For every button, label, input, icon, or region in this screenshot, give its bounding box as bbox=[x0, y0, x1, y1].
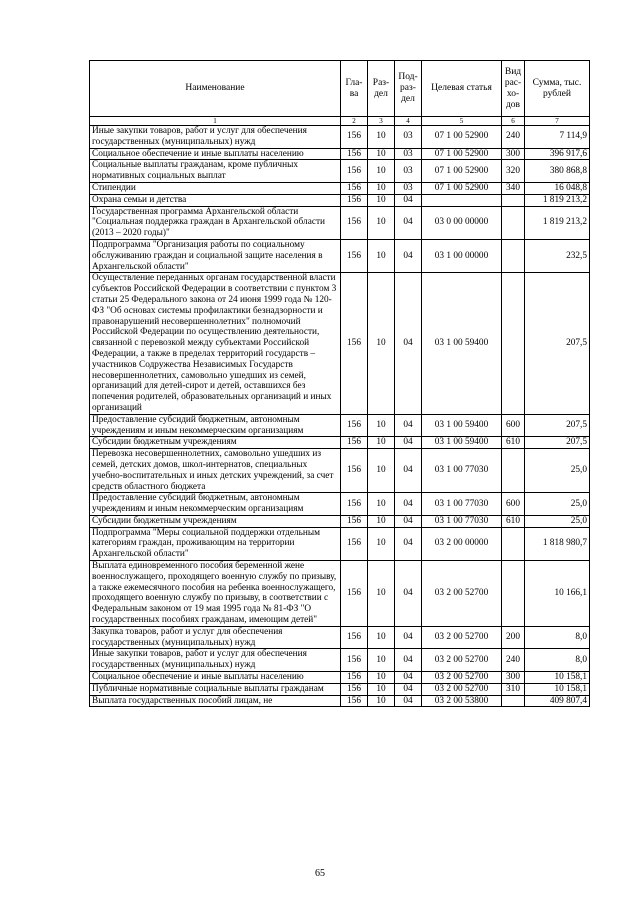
cell-vid bbox=[502, 695, 525, 707]
cell-name: Иные закупки товаров, работ и услуг для обеспечения государственных (муниципальных) нужд bbox=[90, 649, 341, 672]
cell-vid bbox=[502, 449, 525, 493]
cell-glava: 156 bbox=[341, 527, 368, 560]
cell-target: 07 1 00 52900 bbox=[422, 126, 502, 149]
cell-sum: 25,0 bbox=[525, 449, 590, 493]
cell-vid bbox=[502, 194, 525, 206]
cell-vid bbox=[502, 206, 525, 239]
cell-name: Подпрограмма "Меры социальной поддержки отдельным категориям граждан, проживающим на территории Архангельской области" bbox=[90, 527, 341, 560]
cell-glava: 156 bbox=[341, 148, 368, 160]
table-row bbox=[90, 449, 590, 493]
cell-podrazdel: 03 bbox=[395, 148, 422, 160]
col-number: 3 bbox=[368, 117, 395, 126]
cell-razdel: 10 bbox=[368, 437, 395, 449]
cell-podrazdel: 04 bbox=[395, 561, 422, 627]
cell-vid: 600 bbox=[502, 414, 525, 437]
table-row bbox=[90, 626, 590, 649]
cell-sum: 232,5 bbox=[525, 239, 590, 272]
table-row bbox=[90, 649, 590, 672]
cell-target: 03 2 00 52700 bbox=[422, 683, 502, 695]
cell-vid bbox=[502, 561, 525, 627]
cell-sum: 10 166,1 bbox=[525, 561, 590, 627]
cell-podrazdel: 04 bbox=[395, 194, 422, 206]
cell-razdel: 10 bbox=[368, 515, 395, 527]
cell-name: Субсидии бюджетным учреждениям bbox=[90, 437, 341, 449]
cell-name: Выплата государственных пособий лицам, не bbox=[90, 695, 341, 707]
cell-target: 03 2 00 52700 bbox=[422, 626, 502, 649]
cell-target: 03 1 00 00000 bbox=[422, 239, 502, 272]
cell-target: 03 1 00 59400 bbox=[422, 414, 502, 437]
cell-name: Иные закупки товаров, работ и услуг для обеспечения государственных (муниципальных) нужд bbox=[90, 126, 341, 149]
cell-sum: 1 818 980,7 bbox=[525, 527, 590, 560]
cell-target: 03 1 00 77030 bbox=[422, 493, 502, 516]
col-number: 5 bbox=[422, 117, 502, 126]
header-vid: Вид рас-хо-дов bbox=[502, 61, 525, 117]
cell-sum: 207,5 bbox=[525, 273, 590, 414]
cell-name: Предоставление субсидий бюджетным, автономным учреждениям и иным некоммерческим организациям bbox=[90, 414, 341, 437]
cell-target: 03 1 00 77030 bbox=[422, 515, 502, 527]
cell-glava: 156 bbox=[341, 239, 368, 272]
cell-razdel: 10 bbox=[368, 273, 395, 414]
header-razdel: Раз-дел bbox=[368, 61, 395, 117]
cell-glava: 156 bbox=[341, 695, 368, 707]
cell-name: Стипендии bbox=[90, 182, 341, 194]
table-row bbox=[90, 683, 590, 695]
cell-name: Социальное обеспечение и иные выплаты населению bbox=[90, 672, 341, 684]
cell-name: Выплата единовременного пособия беременной жене военнослужащего, проходящего военную службу по призыву, а также ежемесячного пособия на ребенка военнослужащего, проходящего военную службу по призыву, в соответствии с Федеральным законом от 19 мая 1995 года № 81-ФЗ "О государственных пособиях гражданам, имеющим детей" bbox=[90, 561, 341, 627]
cell-target: 03 0 00 00000 bbox=[422, 206, 502, 239]
cell-target: 07 1 00 52900 bbox=[422, 160, 502, 183]
cell-razdel: 10 bbox=[368, 561, 395, 627]
cell-target: 03 2 00 00000 bbox=[422, 527, 502, 560]
table-row bbox=[90, 672, 590, 684]
page-number: 65 bbox=[315, 868, 325, 879]
table-row bbox=[90, 414, 590, 437]
header-target: Целевая статья bbox=[422, 61, 502, 117]
cell-target: 03 1 00 59400 bbox=[422, 437, 502, 449]
cell-razdel: 10 bbox=[368, 414, 395, 437]
cell-glava: 156 bbox=[341, 206, 368, 239]
cell-sum: 409 807,4 bbox=[525, 695, 590, 707]
cell-razdel: 10 bbox=[368, 493, 395, 516]
cell-target bbox=[422, 194, 502, 206]
cell-podrazdel: 03 bbox=[395, 126, 422, 149]
cell-vid: 340 bbox=[502, 182, 525, 194]
table-row bbox=[90, 515, 590, 527]
col-number: 2 bbox=[341, 117, 368, 126]
cell-podrazdel: 04 bbox=[395, 626, 422, 649]
cell-vid: 240 bbox=[502, 649, 525, 672]
table-row bbox=[90, 273, 590, 414]
cell-target: 03 2 00 52700 bbox=[422, 649, 502, 672]
cell-glava: 156 bbox=[341, 626, 368, 649]
cell-glava: 156 bbox=[341, 561, 368, 627]
cell-podrazdel: 04 bbox=[395, 515, 422, 527]
cell-glava: 156 bbox=[341, 414, 368, 437]
cell-razdel: 10 bbox=[368, 194, 395, 206]
header-sum: Сумма, тыс. рублей bbox=[525, 61, 590, 117]
cell-name: Социальное обеспечение и иные выплаты населению bbox=[90, 148, 341, 160]
cell-glava: 156 bbox=[341, 126, 368, 149]
cell-glava: 156 bbox=[341, 449, 368, 493]
cell-name: Субсидии бюджетным учреждениям bbox=[90, 515, 341, 527]
cell-target: 03 1 00 77030 bbox=[422, 449, 502, 493]
cell-razdel: 10 bbox=[368, 626, 395, 649]
cell-vid: 300 bbox=[502, 148, 525, 160]
cell-vid: 240 bbox=[502, 126, 525, 149]
cell-podrazdel: 04 bbox=[395, 672, 422, 684]
table-row bbox=[90, 527, 590, 560]
cell-razdel: 10 bbox=[368, 160, 395, 183]
cell-glava: 156 bbox=[341, 515, 368, 527]
cell-name: Государственная программа Архангельской области "Социальная поддержка граждан в Архангельской области (2013 – 2020 годы)" bbox=[90, 206, 341, 239]
cell-glava: 156 bbox=[341, 160, 368, 183]
table-row bbox=[90, 194, 590, 206]
cell-sum: 16 048,8 bbox=[525, 182, 590, 194]
cell-sum: 207,5 bbox=[525, 414, 590, 437]
cell-vid bbox=[502, 239, 525, 272]
cell-podrazdel: 04 bbox=[395, 649, 422, 672]
col-number: 7 bbox=[525, 117, 590, 126]
cell-vid: 200 bbox=[502, 626, 525, 649]
table-row bbox=[90, 695, 590, 707]
cell-razdel: 10 bbox=[368, 527, 395, 560]
header-glava: Гла-ва bbox=[341, 61, 368, 117]
cell-sum: 380 868,8 bbox=[525, 160, 590, 183]
cell-name: Социальные выплаты гражданам, кроме публичных нормативных социальных выплат bbox=[90, 160, 341, 183]
cell-glava: 156 bbox=[341, 683, 368, 695]
cell-podrazdel: 04 bbox=[395, 683, 422, 695]
cell-sum: 10 158,1 bbox=[525, 672, 590, 684]
table-row bbox=[90, 561, 590, 627]
cell-glava: 156 bbox=[341, 493, 368, 516]
cell-glava: 156 bbox=[341, 182, 368, 194]
cell-name: Перевозка несовершеннолетних, самовольно ушедших из семей, детских домов, школ-интернатов, специальных учебно-воспитательных и иных детских учреждений, за счет средств областного бюджета bbox=[90, 449, 341, 493]
cell-name: Предоставление субсидий бюджетным, автономным учреждениям и иным некоммерческим организациям bbox=[90, 493, 341, 516]
cell-glava: 156 bbox=[341, 649, 368, 672]
cell-razdel: 10 bbox=[368, 126, 395, 149]
cell-podrazdel: 03 bbox=[395, 160, 422, 183]
header-name: Наименование bbox=[90, 61, 341, 117]
cell-vid: 320 bbox=[502, 160, 525, 183]
cell-sum: 1 819 213,2 bbox=[525, 194, 590, 206]
cell-razdel: 10 bbox=[368, 239, 395, 272]
cell-target: 07 1 00 52900 bbox=[422, 182, 502, 194]
col-number: 6 bbox=[502, 117, 525, 126]
cell-sum: 10 158,1 bbox=[525, 683, 590, 695]
cell-glava: 156 bbox=[341, 194, 368, 206]
table-row bbox=[90, 182, 590, 194]
cell-vid: 610 bbox=[502, 437, 525, 449]
cell-podrazdel: 04 bbox=[395, 414, 422, 437]
cell-razdel: 10 bbox=[368, 148, 395, 160]
header-podrazdel: Под-раз-дел bbox=[395, 61, 422, 117]
cell-target: 07 1 00 52900 bbox=[422, 148, 502, 160]
cell-vid: 300 bbox=[502, 672, 525, 684]
cell-razdel: 10 bbox=[368, 672, 395, 684]
column-number-row bbox=[90, 117, 590, 126]
cell-glava: 156 bbox=[341, 273, 368, 414]
cell-sum: 25,0 bbox=[525, 515, 590, 527]
cell-sum: 8,0 bbox=[525, 649, 590, 672]
cell-podrazdel: 04 bbox=[395, 239, 422, 272]
cell-sum: 7 114,9 bbox=[525, 126, 590, 149]
cell-name: Публичные нормативные социальные выплаты гражданам bbox=[90, 683, 341, 695]
cell-razdel: 10 bbox=[368, 695, 395, 707]
cell-glava: 156 bbox=[341, 672, 368, 684]
cell-podrazdel: 04 bbox=[395, 273, 422, 414]
cell-podrazdel: 04 bbox=[395, 437, 422, 449]
cell-target: 03 2 00 52700 bbox=[422, 672, 502, 684]
col-number: 4 bbox=[395, 117, 422, 126]
col-number: 1 bbox=[90, 117, 341, 126]
cell-target: 03 1 00 59400 bbox=[422, 273, 502, 414]
table-body bbox=[90, 126, 590, 707]
table-row bbox=[90, 239, 590, 272]
cell-razdel: 10 bbox=[368, 182, 395, 194]
table-row bbox=[90, 148, 590, 160]
cell-podrazdel: 04 bbox=[395, 493, 422, 516]
cell-name: Охрана семьи и детства bbox=[90, 194, 341, 206]
cell-target: 03 2 00 53800 bbox=[422, 695, 502, 707]
budget-table bbox=[89, 60, 590, 707]
cell-vid: 310 bbox=[502, 683, 525, 695]
cell-podrazdel: 04 bbox=[395, 695, 422, 707]
cell-razdel: 10 bbox=[368, 649, 395, 672]
cell-podrazdel: 04 bbox=[395, 527, 422, 560]
cell-podrazdel: 03 bbox=[395, 182, 422, 194]
header-row bbox=[90, 61, 590, 117]
cell-sum: 8,0 bbox=[525, 626, 590, 649]
table-row bbox=[90, 493, 590, 516]
cell-podrazdel: 04 bbox=[395, 206, 422, 239]
cell-vid: 600 bbox=[502, 493, 525, 516]
table-row bbox=[90, 160, 590, 183]
cell-name: Осуществление переданных органам государственной власти субъектов Российской Федерации в соответствии с пунктом 3 статьи 25 Федерального закона от 24 июня 1999 года № 120-ФЗ "Об основах системы профилактики безнадзорности и правонарушений несовершеннолетних" полномочий Российской Федерации по осуществлению деятельности, связанной с перевозкой между субъектами Российской Федерации, а также в пределах территорий государств – участников Содружества Независимых Государств несовершеннолетних, самовольно ушедших из семей, организаций для детей-сирот и детей, оставшихся без попечения родителей, образовательных организаций и иных организаций bbox=[90, 273, 341, 414]
cell-sum: 207,5 bbox=[525, 437, 590, 449]
cell-name: Закупка товаров, работ и услуг для обеспечения государственных (муниципальных) нужд bbox=[90, 626, 341, 649]
cell-vid bbox=[502, 273, 525, 414]
cell-sum: 1 819 213,2 bbox=[525, 206, 590, 239]
table-row bbox=[90, 206, 590, 239]
cell-razdel: 10 bbox=[368, 683, 395, 695]
cell-target: 03 2 00 52700 bbox=[422, 561, 502, 627]
cell-sum: 396 917,6 bbox=[525, 148, 590, 160]
cell-vid: 610 bbox=[502, 515, 525, 527]
table-row bbox=[90, 437, 590, 449]
cell-podrazdel: 04 bbox=[395, 449, 422, 493]
cell-razdel: 10 bbox=[368, 206, 395, 239]
cell-sum: 25,0 bbox=[525, 493, 590, 516]
table-row bbox=[90, 126, 590, 149]
cell-name: Подпрограмма "Организация работы по социальному обслуживанию граждан и социальной защите населения в Архангельской области" bbox=[90, 239, 341, 272]
cell-glava: 156 bbox=[341, 437, 368, 449]
cell-vid bbox=[502, 527, 525, 560]
cell-razdel: 10 bbox=[368, 449, 395, 493]
